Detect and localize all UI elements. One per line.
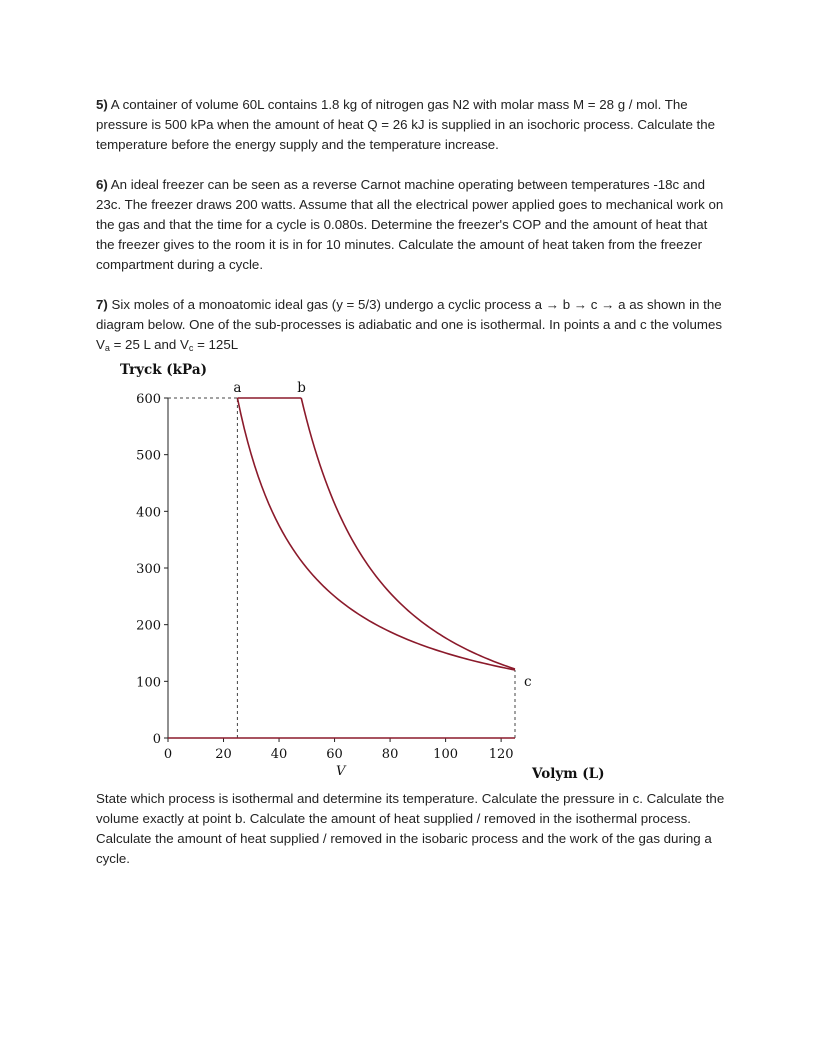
y-tick-label: 200 bbox=[136, 618, 161, 634]
x-tick-label: 120 bbox=[488, 747, 514, 762]
point-label-c: c bbox=[524, 674, 532, 690]
curve-isothermal bbox=[237, 398, 515, 670]
y-tick-label: 400 bbox=[136, 505, 161, 521]
y-tick-label: 100 bbox=[136, 675, 161, 691]
problem-6-number: 6) bbox=[96, 177, 108, 192]
x-tick-label: 20 bbox=[215, 747, 232, 762]
x-axis-symbol: V bbox=[336, 764, 346, 779]
problem-7-text-2: = 25 L and V bbox=[109, 337, 189, 352]
subscript-a: a bbox=[104, 343, 110, 353]
problem-7-followup: State which process is isothermal and determine its temperature. Calculate the pressure in c. Calculate the volume exactly at point b. Calculate the amount of heat supplied / removed in the isothermal process. Calculate the amount of heat supplied / removed in the isobaric process and the work of the gas during a cycle. bbox=[96, 791, 725, 866]
problem-6-text: An ideal freezer can be seen as a reverse Carnot machine operating between temperatures -18c and 23c. The freezer draws 200 watts. Assume that all the electrical power applied goes to mechanical work on the gas and that the time for a cycle is 0.080s. Determine the freezer's COP and the amount of heat that the freezer gives to the room it is in for 10 minutes. Calculate the amount of heat taken from the freezer compartment during a cycle. bbox=[96, 177, 724, 272]
problem-5-number: 5) bbox=[96, 97, 108, 112]
x-tick-label: 40 bbox=[270, 747, 288, 762]
x-tick-label: 60 bbox=[326, 747, 343, 762]
problem-7-number: 7) bbox=[96, 297, 108, 312]
x-tick-label: 0 bbox=[163, 747, 173, 762]
y-tick-label: 300 bbox=[136, 562, 161, 577]
problem-7-text-3: = 125L bbox=[193, 337, 239, 352]
problem-6 bbox=[96, 175, 726, 275]
pv-diagram bbox=[110, 355, 610, 785]
curve-adiabatic bbox=[301, 398, 515, 669]
x-tick-label: 80 bbox=[381, 747, 399, 762]
problem-5 bbox=[96, 95, 726, 155]
point-label-b: b bbox=[297, 380, 306, 396]
y-axis-title: Tryck (kPa) bbox=[120, 362, 207, 378]
point-label-a: a bbox=[233, 380, 242, 396]
x-axis-title: Volym (L) bbox=[532, 766, 605, 782]
y-tick-label: 500 bbox=[136, 448, 161, 464]
problem-7-text-1: Six moles of a monoatomic ideal gas (y = 5/3) undergo a cyclic process a → b → c → a as shown in the diagram below. One of the sub-processes is adiabatic and one is isothermal. In points a and c the volumes V bbox=[96, 297, 723, 352]
y-tick-label: 0 bbox=[152, 732, 161, 747]
problem-5-text: A container of volume 60L contains 1.8 kg of nitrogen gas N2 with molar mass M = 28 g / mol. The pressure is 500 kPa when the amount of heat Q = 26 kJ is supplied in an isochoric process. Calculate the temperature before the energy supply and the temperature increase. bbox=[96, 97, 716, 152]
y-tick-label: 600 bbox=[136, 392, 161, 407]
problem-7 bbox=[96, 295, 726, 355]
x-tick-label: 100 bbox=[433, 747, 459, 762]
subscript-c: c bbox=[188, 343, 194, 353]
